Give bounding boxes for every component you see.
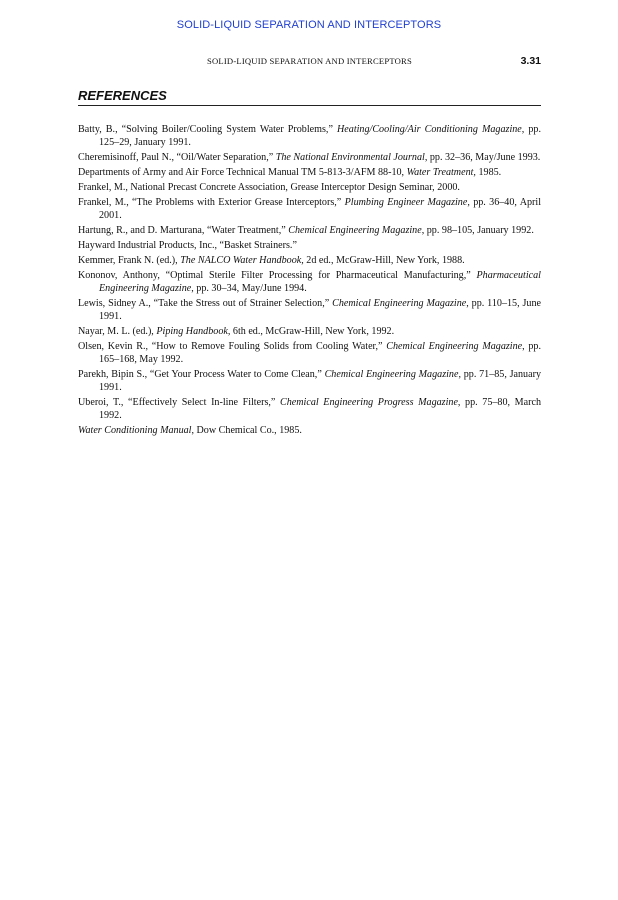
reference-item: Cheremisinoff, Paul N., “Oil/Water Separation,” The National Environmental Journal, pp. 32–36, May/June 1993.	[78, 152, 541, 163]
section-heading-label: REFERENCES	[78, 88, 167, 103]
running-head	[78, 56, 541, 70]
reference-item: Hartung, R., and D. Marturana, “Water Treatment,” Chemical Engineering Magazine, pp. 98–105, January 1992.	[78, 225, 534, 236]
document-banner: SOLID-LIQUID SEPARATION AND INTERCEPTORS	[176, 19, 442, 31]
reference-item: Olsen, Kevin R., “How to Remove Fouling Solids from Cooling Water,” Chemical Engineering Magazine, pp. 165–168, May 1992.	[78, 341, 541, 365]
reference-list	[78, 123, 541, 439]
page-number: 3.31	[520, 55, 541, 67]
reference-item: Water Conditioning Manual, Dow Chemical Co., 1985.	[78, 425, 302, 436]
reference-item: Lewis, Sidney A., “Take the Stress out of Strainer Selection,” Chemical Engineering Magazine, pp. 110–15, June 1991.	[78, 298, 541, 322]
reference-item: Frankel, M., “The Problems with Exterior Grease Interceptors,” Plumbing Engineer Magazine, pp. 36–40, April 2001.	[78, 197, 541, 221]
reference-item: Hayward Industrial Products, Inc., “Basket Strainers.”	[78, 240, 297, 251]
reference-item: Uberoi, T., “Effectively Select In-line Filters,” Chemical Engineering Progress Magazine, pp. 75–80, March 1992.	[78, 397, 541, 421]
reference-item: Nayar, M. L. (ed.), Piping Handbook, 6th ed., McGraw-Hill, New York, 1992.	[78, 326, 395, 337]
reference-item: Frankel, M., National Precast Concrete Association, Grease Interceptor Design Seminar, 2000.	[78, 182, 460, 193]
running-head-title: SOLID-LIQUID SEPARATION AND INTERCEPTORS	[207, 56, 412, 66]
section-heading	[78, 87, 541, 106]
reference-item: Parekh, Bipin S., “Get Your Process Water to Come Clean,” Chemical Engineering Magazine, pp. 71–85, January 1991.	[78, 369, 541, 393]
reference-item: Kemmer, Frank N. (ed.), The NALCO Water Handbook, 2d ed., McGraw-Hill, New York, 1988.	[78, 255, 465, 266]
reference-item: Departments of Army and Air Force Technical Manual TM 5-813-3/AFM 88-10, Water Treatment, 1985.	[78, 167, 502, 178]
reference-item: Kononov, Anthony, “Optimal Sterile Filter Processing for Pharmaceutical Manufacturing,” Pharmaceutical Engineering Magazine, pp. 30–34, May/June 1994.	[78, 270, 541, 294]
reference-item: Batty, B., “Solving Boiler/Cooling System Water Problems,” Heating/Cooling/Air Conditioning Magazine, pp. 125–29, January 1991.	[78, 124, 542, 148]
